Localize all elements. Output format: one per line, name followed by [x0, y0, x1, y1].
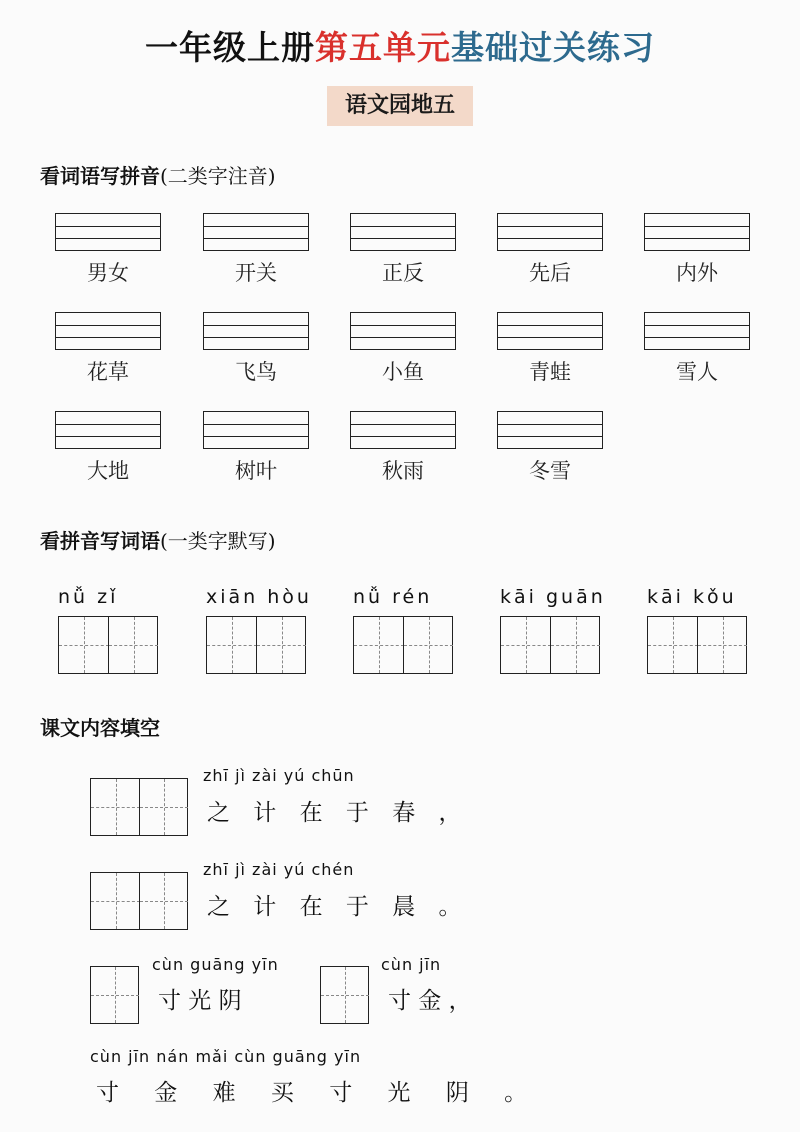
q3-pinyin-b: cùn jīn: [381, 955, 442, 974]
pinyin-answer-box[interactable]: [497, 411, 603, 449]
vocab-word: 雪人: [676, 360, 718, 384]
pinyin-answer-box[interactable]: [203, 312, 309, 350]
pinyin-prompt: xiān hòu: [206, 586, 312, 608]
section1-title: 看词语写拼音: [40, 164, 160, 188]
word-answer-box[interactable]: [647, 616, 747, 674]
vocab-word: 青蛙: [529, 360, 571, 384]
vocab-word: 冬雪: [529, 459, 571, 483]
answer-box-2char[interactable]: [90, 778, 188, 836]
section2-heading: [40, 525, 276, 554]
pinyin-answer-box[interactable]: [350, 312, 456, 350]
section3-heading: 课文内容填空: [40, 716, 160, 740]
title-grade: 一年级上册: [145, 28, 315, 67]
section1-note: (二类字注音): [160, 164, 276, 188]
q2-pinyin: zhī jì zài yú chén: [203, 860, 355, 879]
word-answer-box[interactable]: [206, 616, 306, 674]
pinyin-answer-box[interactable]: [55, 312, 161, 350]
q1-pinyin: zhī jì zài yú chūn: [203, 766, 355, 785]
q3-text-b: 寸 金 ，: [388, 988, 472, 1014]
vocab-word: 男女: [87, 261, 129, 285]
vocab-word: 大地: [87, 459, 129, 483]
pinyin-answer-box[interactable]: [55, 411, 161, 449]
answer-box-1char[interactable]: [90, 966, 139, 1024]
pinyin-answer-box[interactable]: [203, 213, 309, 251]
q3-text-a: 寸 光 阴: [158, 988, 242, 1014]
pinyin-answer-box[interactable]: [350, 411, 456, 449]
section2-title: 看拼音写词语: [40, 529, 160, 553]
vocab-word: 秋雨: [382, 459, 424, 483]
word-answer-box[interactable]: [500, 616, 600, 674]
page-title: [0, 22, 800, 69]
pinyin-answer-box[interactable]: [497, 312, 603, 350]
section1-heading: [40, 160, 276, 189]
pinyin-answer-box[interactable]: [55, 213, 161, 251]
pinyin-answer-box[interactable]: [350, 213, 456, 251]
answer-box-2char[interactable]: [90, 872, 188, 930]
pinyin-prompt: kāi guān: [500, 586, 606, 608]
vocab-word: 开关: [235, 261, 277, 285]
q1-text: 之 计 在 于 春 ，: [207, 800, 470, 826]
title-practice: 基础过关练习: [451, 28, 655, 67]
pinyin-answer-box[interactable]: [644, 312, 750, 350]
vocab-word: 飞鸟: [235, 360, 277, 384]
vocab-word: 小鱼: [382, 360, 424, 384]
word-answer-box[interactable]: [353, 616, 453, 674]
vocab-word: 树叶: [235, 459, 277, 483]
vocab-word: 内外: [676, 261, 718, 285]
pinyin-prompt: nǚ zǐ: [58, 586, 119, 608]
q4-pinyin: cùn jīn nán mǎi cùn guāng yīn: [90, 1047, 362, 1066]
pinyin-answer-box[interactable]: [644, 213, 750, 251]
q4-text: 寸 金 难 买 寸 光 阴 。: [96, 1080, 542, 1106]
pinyin-prompt: nǚ rén: [353, 586, 433, 608]
section2-note: (一类字默写): [160, 529, 276, 553]
q2-text: 之 计 在 于 晨 。: [207, 894, 470, 920]
vocab-word: 先后: [529, 261, 571, 285]
vocab-word: 正反: [382, 261, 424, 285]
answer-box-1char[interactable]: [320, 966, 369, 1024]
vocab-word: 花草: [87, 360, 129, 384]
pinyin-answer-box[interactable]: [203, 411, 309, 449]
pinyin-prompt: kāi kǒu: [647, 586, 737, 608]
subtitle-badge: 语文园地五: [327, 86, 473, 126]
q3-pinyin-a: cùn guāng yīn: [152, 955, 279, 974]
pinyin-answer-box[interactable]: [497, 213, 603, 251]
word-answer-box[interactable]: [58, 616, 158, 674]
title-unit: 第五单元: [315, 28, 451, 67]
